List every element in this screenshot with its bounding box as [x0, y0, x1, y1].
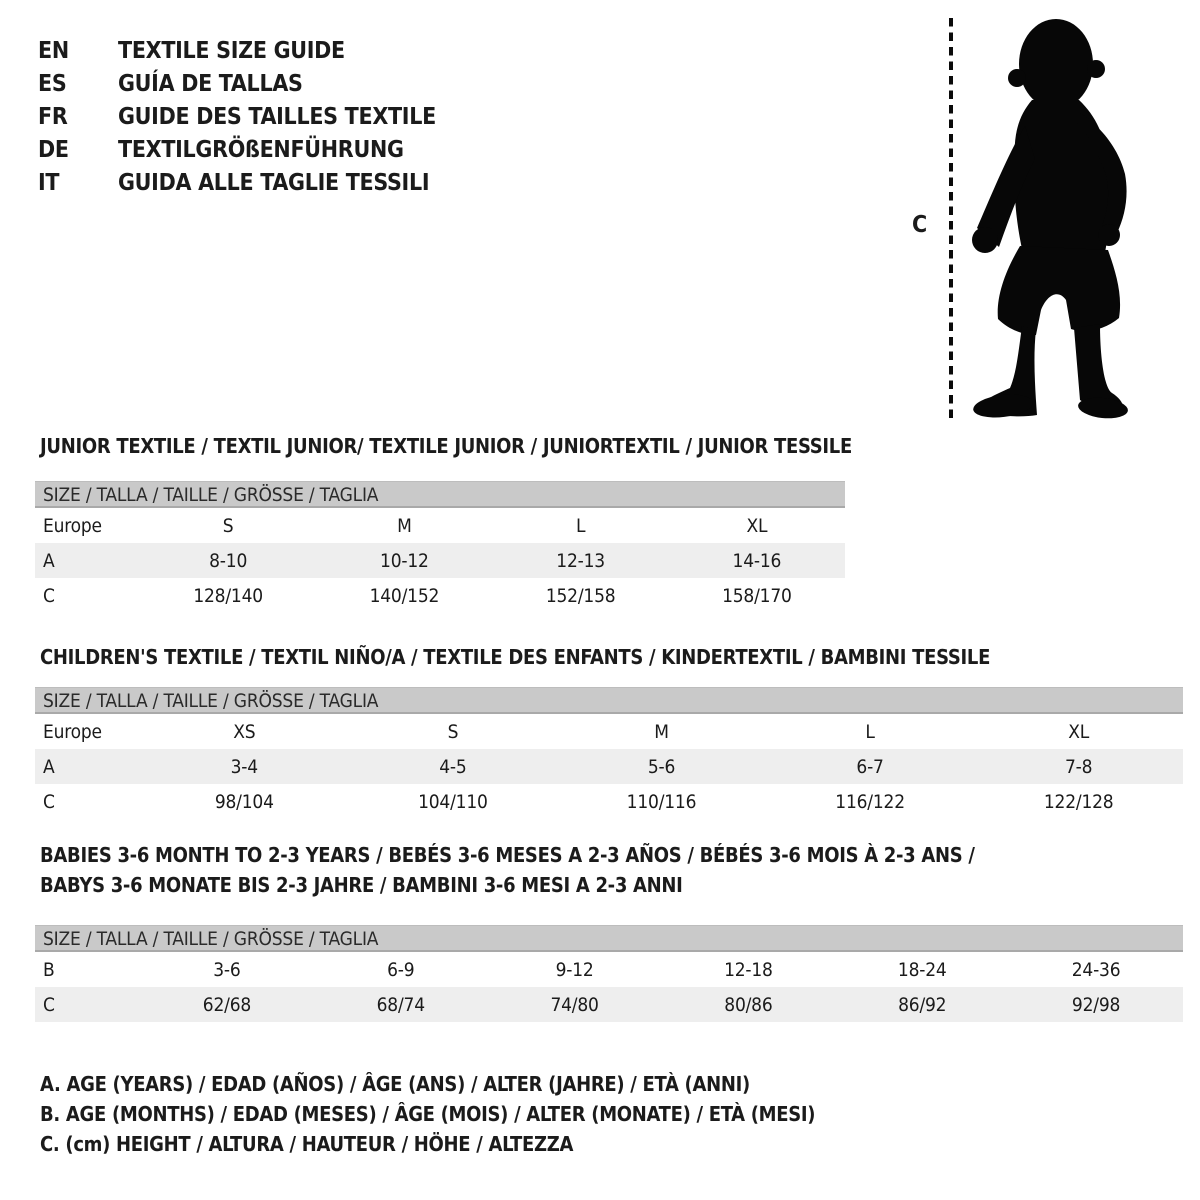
table-cell: 3-6 — [213, 958, 241, 981]
table-cell: 152/158 — [545, 584, 616, 607]
table-cell: 18-24 — [897, 958, 947, 981]
junior-size-table — [35, 481, 845, 613]
table-cell: XL — [1068, 720, 1090, 743]
table-cell: 104/110 — [418, 790, 488, 813]
table-cell: XL — [746, 514, 768, 537]
toddler-silhouette — [962, 16, 1138, 420]
table-cell: 110/116 — [626, 790, 697, 813]
table-cell: 140/152 — [369, 584, 440, 607]
table-cell: 12-13 — [556, 549, 605, 572]
babies-section-title-line1: BABIES 3-6 MONTH TO 2-3 YEARS / BEBÉS 3-6 MESES A 2-3 AÑOS / BÉBÉS 3-6 MOIS À 2-3 ANS / — [40, 843, 975, 867]
table-row-age — [35, 543, 845, 578]
language-row-es — [38, 67, 436, 100]
footnote-age-years: A. AGE (YEARS) / EDAD (AÑOS) / ÂGE (ANS) / ALTER (JAHRE) / ETÀ (ANNI) — [40, 1072, 750, 1096]
language-title: GUIDE DES TAILLES TEXTILE — [118, 103, 436, 130]
size-table-header: SIZE / TALLA / TAILLE / GRÖSSE / TAGLIA — [35, 925, 1183, 952]
table-cell: S — [447, 720, 459, 743]
footnote-height-cm: C. (cm) HEIGHT / ALTURA / HAUTEUR / HÖHE / ALTEZZA — [40, 1132, 574, 1156]
language-code: DE — [38, 136, 69, 163]
table-cell: 62/68 — [202, 993, 252, 1016]
table-cell: S — [222, 514, 234, 537]
table-cell: 8-10 — [209, 549, 248, 572]
babies-size-table — [35, 925, 1183, 1022]
language-code: EN — [38, 37, 69, 64]
language-code: FR — [38, 103, 68, 130]
language-code: IT — [38, 169, 60, 196]
children-size-table — [35, 687, 1183, 819]
table-cell: 86/92 — [898, 993, 947, 1016]
table-cell: 80/86 — [724, 993, 773, 1016]
language-row-en — [38, 34, 436, 67]
table-row-age — [35, 749, 1183, 784]
language-title: GUÍA DE TALLAS — [118, 70, 303, 97]
language-row-de — [38, 133, 436, 166]
children-section-title: CHILDREN'S TEXTILE / TEXTIL NIÑO/A / TEXTILE DES ENFANTS / KINDERTEXTIL / BAMBINI TESSILE — [40, 645, 991, 669]
table-row-months — [35, 952, 1183, 987]
table-row-height — [35, 784, 1183, 819]
table-cell: M — [397, 514, 412, 537]
table-row-europe — [35, 714, 1183, 749]
size-table-header: SIZE / TALLA / TAILLE / GRÖSSE / TAGLIA — [35, 481, 845, 508]
row-label: A — [43, 755, 55, 778]
table-cell: 5-6 — [647, 755, 676, 778]
table-row-height — [35, 987, 1183, 1022]
table-cell: M — [654, 720, 669, 743]
table-cell: 14-16 — [732, 549, 782, 572]
height-measure-label: C — [912, 212, 928, 238]
legend-footnotes — [40, 1069, 815, 1159]
language-row-fr — [38, 100, 436, 133]
table-cell: L — [575, 514, 586, 537]
language-title: TEXTILE SIZE GUIDE — [118, 37, 345, 64]
table-cell: 12-18 — [724, 958, 773, 981]
row-label: Europe — [43, 514, 102, 537]
table-cell: 4-5 — [439, 755, 467, 778]
language-header — [38, 34, 436, 199]
table-cell: 92/98 — [1071, 993, 1121, 1016]
table-cell: 128/140 — [193, 584, 263, 607]
babies-section-title-line2: BABYS 3-6 MONATE BIS 2-3 JAHRE / BAMBINI 3-6 MESI A 2-3 ANNI — [40, 873, 683, 897]
table-cell: 158/170 — [722, 584, 792, 607]
size-table-header: SIZE / TALLA / TAILLE / GRÖSSE / TAGLIA — [35, 687, 1183, 714]
junior-section-title: JUNIOR TEXTILE / TEXTIL JUNIOR/ TEXTILE JUNIOR / JUNIORTEXTIL / JUNIOR TESSILE — [40, 434, 852, 458]
language-code: ES — [38, 70, 67, 97]
table-cell: XS — [233, 720, 256, 743]
table-cell: 116/122 — [835, 790, 905, 813]
row-label: A — [43, 549, 55, 572]
row-label: Europe — [43, 720, 102, 743]
table-cell: 98/104 — [214, 790, 274, 813]
row-label: C — [43, 584, 55, 607]
table-cell: 68/74 — [376, 993, 425, 1016]
table-cell: 6-7 — [856, 755, 884, 778]
table-cell: 24-36 — [1071, 958, 1121, 981]
table-row-europe — [35, 508, 845, 543]
table-cell: 122/128 — [1043, 790, 1114, 813]
height-measure-dashed-line — [946, 16, 956, 420]
table-cell: 10-12 — [380, 549, 429, 572]
language-title: TEXTILGRÖßENFÜHRUNG — [118, 136, 404, 163]
table-cell: 3-4 — [230, 755, 258, 778]
footnote-age-months: B. AGE (MONTHS) / EDAD (MESES) / ÂGE (MOIS) / ALTER (MONATE) / ETÀ (MESI) — [40, 1102, 816, 1126]
table-cell: L — [865, 720, 875, 743]
language-row-it — [38, 166, 436, 199]
row-label: B — [43, 958, 55, 981]
table-cell: 6-9 — [387, 958, 415, 981]
table-row-height — [35, 578, 845, 613]
table-cell: 74/80 — [550, 993, 599, 1016]
language-title: GUIDA ALLE TAGLIE TESSILI — [118, 169, 430, 196]
row-label: C — [43, 993, 55, 1016]
table-cell: 7-8 — [1065, 755, 1093, 778]
row-label: C — [43, 790, 55, 813]
table-cell: 9-12 — [555, 958, 594, 981]
